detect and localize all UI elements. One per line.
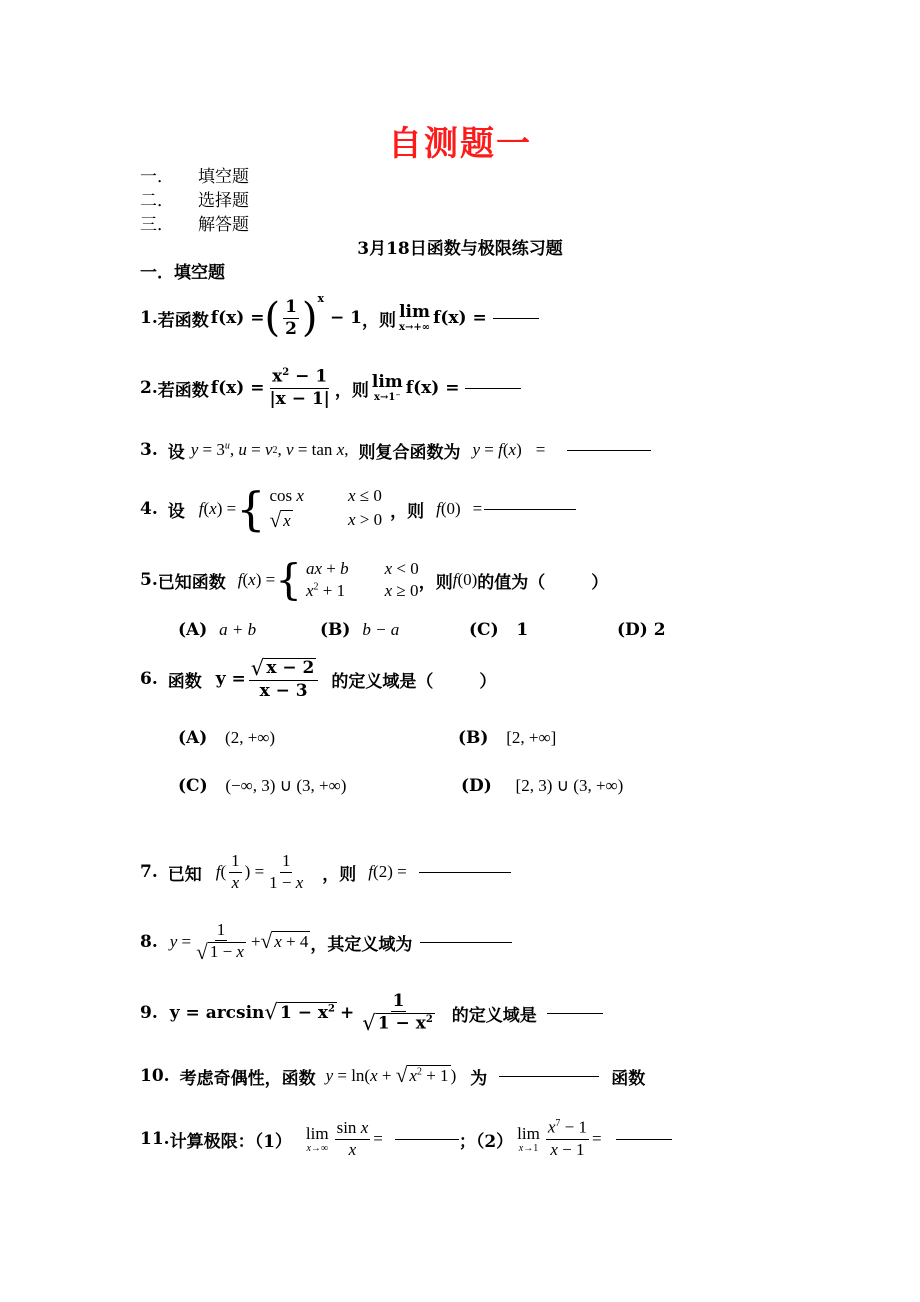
q5-option-c: (C) 1 <box>469 620 529 640</box>
question-3: 3. 设 y = $3^u$, u = v 2 , v = tan x , 则复合函数为 y = f ( x ) = <box>140 436 651 464</box>
question-9: 9. y = arcsin √ $1 - x^2$ + 1 √ $1 - x^2$ 的定义域是 <box>140 986 603 1040</box>
question-1: 1. 若函数 f(x) = ( $\frac{1}{2}$ ) $^x$ − 1 ，则 lim x→+∞ f(x) = <box>140 290 539 346</box>
q6-option-b: (B) [2, +∞] <box>458 728 557 748</box>
document-title: 自测题一 <box>388 124 532 164</box>
q5-option-a: (A) a + b <box>178 620 257 640</box>
question-10: 10. 考虑奇偶性，函数 y = ln( x + √ $x^2 + 1$ ) 为 函数 <box>140 1063 646 1089</box>
q6-option-d: (D) [2, 3) ∪ (3, +∞) <box>461 776 624 796</box>
question-4: 4. 设 f ( x ) = { cos x x ≤ 0 √ x x > 0 ，则 f (0) = <box>140 480 576 538</box>
question-6: 6. 函数 y = √ x − 2 x − 3 的定义域是（ ） <box>140 655 497 701</box>
outline-item-3: 三． 解答题 <box>140 215 249 235</box>
outline-item-2: 二． 选择题 <box>140 191 249 211</box>
section-heading: 一．填空题 <box>140 263 225 283</box>
outline-item-1: 一． 填空题 <box>140 167 249 187</box>
question-7: 7. 已知 f ( $\frac{1}{x}$ ) = $\frac{1}{1 - x}$ ，则 f (2) = <box>140 848 511 896</box>
subtitle: 3月18日函数与极限练习题 <box>357 239 563 259</box>
q5-option-b: (B) b − a <box>320 620 400 640</box>
q6-option-a: (A) (2, +∞) <box>178 728 276 748</box>
question-8: 8. y = 1 √ 1 − x + √ x + 4 ，其定义域为 <box>140 916 512 968</box>
question-2: 2. 若函数 f(x) = $\frac{x^2 - 1}{|x - 1|}$ ，则 lim x→1⁻ f(x) = <box>140 362 521 414</box>
question-5: 5. 已知函数 f ( x ) = { ax + b x < 0 $x^2 + 1$ x ≥ 0 ，则 f (0) 的值为（ ） <box>140 555 609 604</box>
q5-option-d: (D) 2 <box>617 620 666 640</box>
question-11: 11. 计算极限：（1） lim x→∞ $\frac{\text{sin x}}{x}$ = ；（2） lim x→1 $\frac{x^7 - 1}{x - 1}$ = <box>140 1114 672 1164</box>
q6-option-c: (C) (−∞, 3) ∪ (3, +∞) <box>178 776 347 796</box>
